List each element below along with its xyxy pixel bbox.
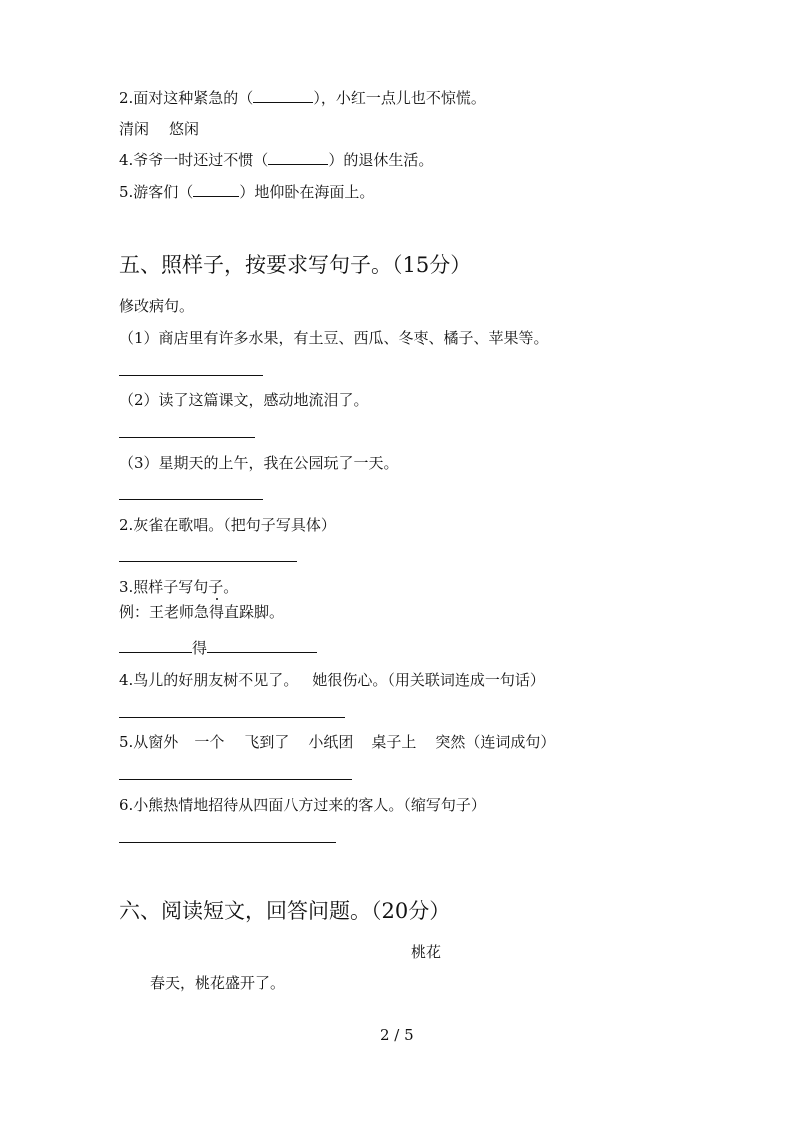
word-options [119, 119, 199, 139]
answer-blank[interactable] [193, 182, 239, 197]
answer-blank[interactable] [268, 150, 328, 165]
answer-line[interactable] [119, 561, 297, 562]
question-5-3: 3.照样子写句子。 [119, 578, 239, 596]
emphasis-dot: 得 [209, 603, 225, 621]
sentence-3: （3）星期天的上午，我在公园玩了一天。 [119, 454, 399, 472]
answer-line[interactable] [119, 717, 345, 718]
sentence-2: （2）读了这篇课文，感动地流泪了。 [119, 391, 369, 409]
answer-line[interactable] [119, 842, 336, 843]
question-4-2: 2.面对这种紧急的（ ），小红一点儿也不惊慌。 [119, 89, 486, 107]
question-4-5: 5.游客们（ ）地仰卧在海面上。 [119, 183, 375, 201]
question-5-4: 4.鸟儿的好朋友树不见了。 她很伤心。（用关联词连成一句话） [119, 671, 545, 689]
answer-blank[interactable] [119, 638, 192, 653]
passage-text: 春天，桃花盛开了。 [150, 974, 286, 992]
question-5-5: 5.从窗外 一个 飞到了 小纸团 桌子上 突然（连词成句） [119, 733, 556, 751]
example-sentence: 例：王老师急得直跺脚。 [119, 603, 285, 621]
question-5-2: 2.灰雀在歌唱。（把句子写具体） [119, 516, 336, 534]
section-5-subtitle: 修改病句。 [119, 297, 195, 315]
question-4-4: 4.爷爷一时还过不惯（ ）的退休生活。 [119, 151, 434, 169]
page-number: 2 / 5 [380, 1026, 414, 1044]
answer-blank[interactable] [253, 88, 313, 103]
answer-blank[interactable] [207, 638, 317, 653]
option-word: 清闲 [119, 120, 150, 138]
option-word: 悠闲 [169, 120, 200, 138]
passage-title: 桃花 [411, 943, 442, 961]
question-5-6: 6.小熊热情地招待从四面八方过来的客人。（缩写句子） [119, 796, 486, 814]
section-6-title: 六、阅读短文，回答问题。（20分） [119, 899, 451, 923]
answer-line[interactable] [119, 375, 263, 376]
sentence-1: （1）商店里有许多水果，有土豆、西瓜、冬枣、橘子、苹果等。 [119, 329, 549, 347]
answer-line[interactable] [119, 437, 255, 438]
answer-line[interactable] [119, 779, 352, 780]
section-5-title: 五、照样子，按要求写句子。（15分） [119, 253, 472, 277]
fill-pattern: 得 [119, 638, 317, 658]
answer-line[interactable] [119, 499, 263, 500]
